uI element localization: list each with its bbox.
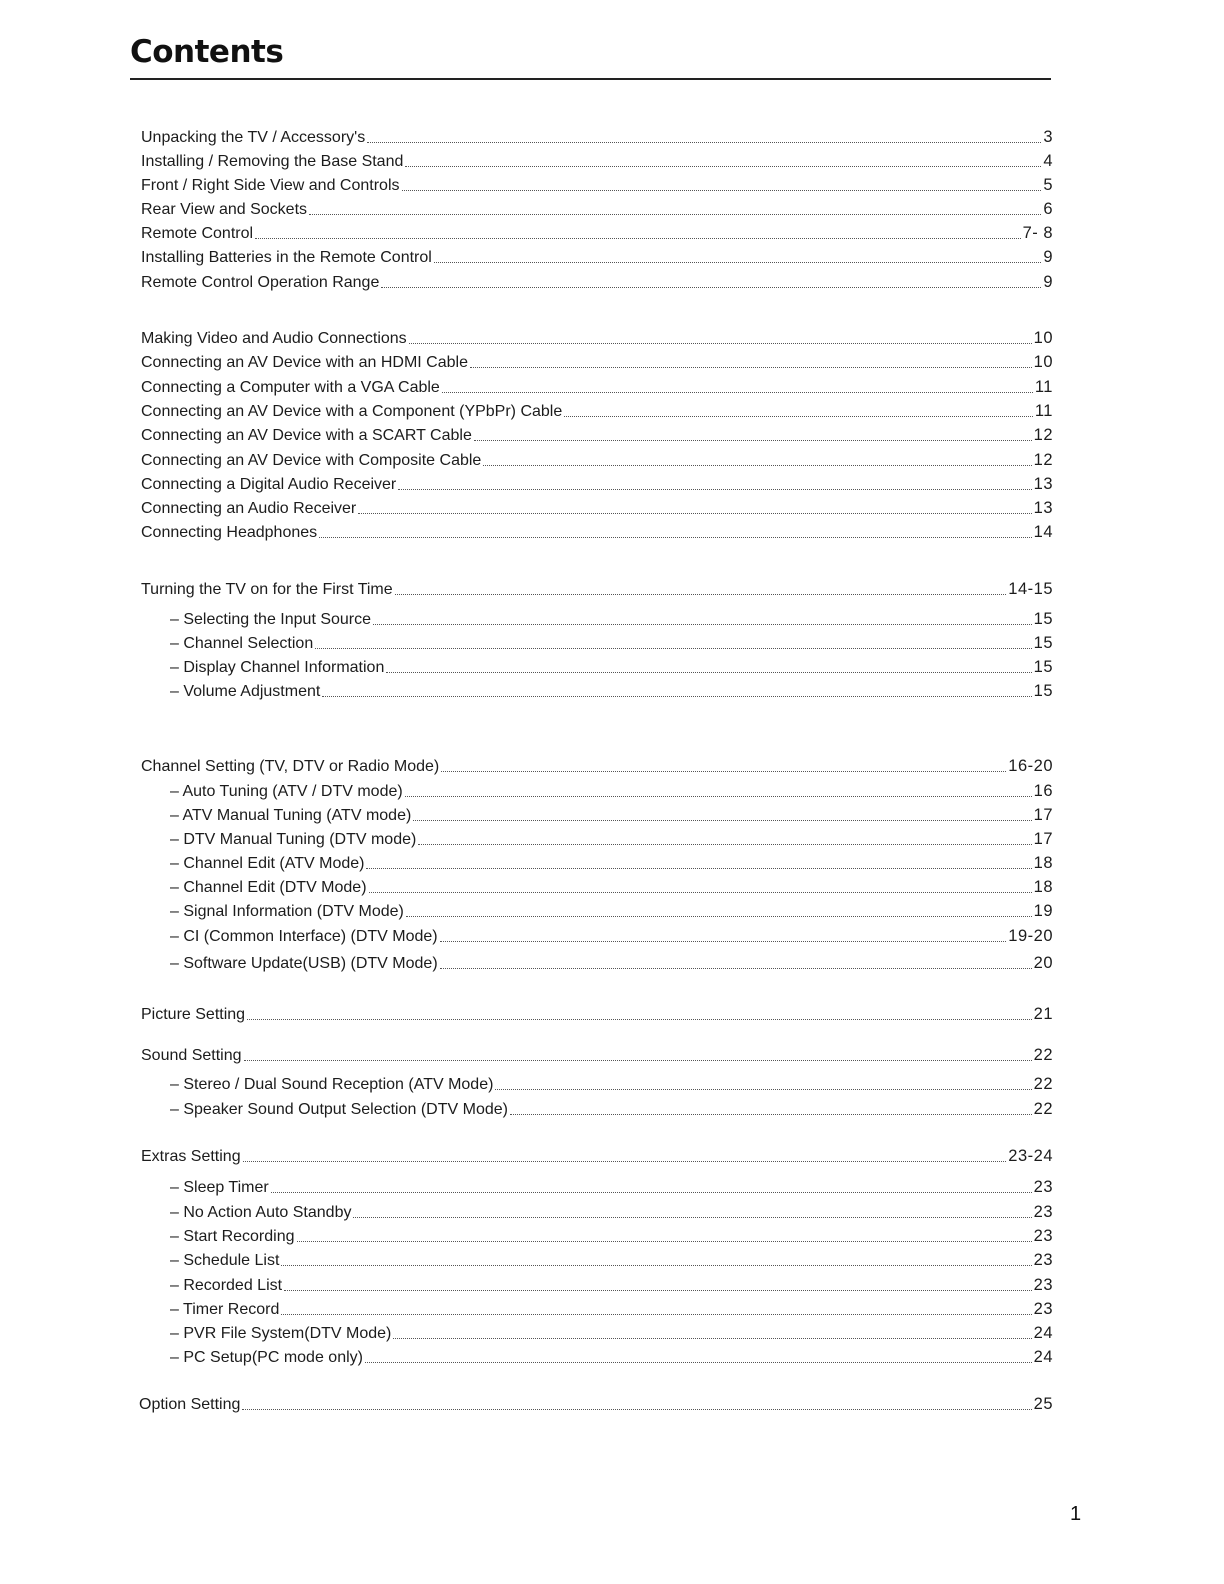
dot-leader	[395, 594, 1007, 595]
toc-entry-label: – Selecting the Input Source	[170, 611, 372, 628]
toc-entry-page: 22	[1033, 1046, 1053, 1064]
toc-entry-page: 23	[1033, 1251, 1053, 1269]
toc-entry-label: – Stereo / Dual Sound Reception (ATV Mode)	[170, 1076, 494, 1093]
toc-entry-label: – Signal Information (DTV Mode)	[170, 903, 404, 920]
toc-entry-page: 23	[1033, 1300, 1053, 1318]
toc-entry-label: Extras Setting	[141, 1148, 241, 1165]
toc-entry-label: Front / Right Side View and Controls	[141, 177, 400, 194]
toc-entry-label: – Speaker Sound Output Selection (DTV Mode)	[170, 1101, 508, 1118]
dot-leader	[365, 1362, 1032, 1363]
toc-entry-label: – PVR File System(DTV Mode)	[170, 1325, 392, 1342]
toc-entry-page: 16-20	[1008, 757, 1053, 775]
dot-leader	[418, 844, 1031, 845]
toc-entry-page: 18	[1033, 878, 1053, 896]
toc-entry-label: Picture Setting	[141, 1006, 246, 1023]
toc-entry-page: 23	[1033, 1203, 1053, 1221]
dot-leader	[353, 1217, 1031, 1218]
toc-entry-page: 18	[1033, 854, 1053, 872]
toc-entry-label: Connecting a Computer with a VGA Cable	[141, 379, 440, 396]
toc-entry-label: – Recorded List	[170, 1277, 283, 1294]
dot-leader	[322, 696, 1031, 697]
toc-entry-label: Connecting an Audio Receiver	[141, 500, 357, 517]
toc-entry-page: 11	[1034, 402, 1053, 420]
toc-entry[interactable]	[170, 1298, 1053, 1320]
toc-entry[interactable]	[170, 1274, 1053, 1296]
toc-entry[interactable]	[170, 925, 1053, 947]
toc-entry-page: 19	[1033, 902, 1053, 920]
toc-entry-label: Connecting an AV Device with a Component (YPbPr) Cable	[141, 403, 563, 420]
toc-entry[interactable]	[170, 632, 1053, 654]
toc-entry[interactable]	[170, 1098, 1053, 1120]
toc-entry[interactable]	[170, 952, 1053, 974]
toc-entry-page: 17	[1033, 830, 1053, 848]
dot-leader	[373, 624, 1032, 625]
toc-entry[interactable]	[141, 497, 1053, 519]
toc-entry[interactable]	[141, 473, 1053, 495]
toc-entry-label: Turning the TV on for the First Time	[141, 581, 393, 598]
toc-entry-page: 9	[1043, 248, 1053, 266]
toc-entry-page: 15	[1033, 634, 1053, 652]
dot-leader	[483, 465, 1031, 466]
dot-leader	[406, 916, 1032, 917]
toc-entry[interactable]	[170, 656, 1053, 678]
toc-entry-label: – DTV Manual Tuning (DTV mode)	[170, 831, 417, 848]
toc-entry-page: 6	[1043, 200, 1053, 218]
toc-entry[interactable]	[170, 1176, 1053, 1198]
toc-entry-page: 15	[1033, 682, 1053, 700]
dot-leader	[255, 238, 1021, 239]
toc-entry-page: 19-20	[1008, 927, 1053, 945]
page-title: Contents	[130, 34, 284, 70]
dot-leader	[386, 672, 1031, 673]
toc-entry-page: 5	[1043, 176, 1053, 194]
toc-entry-label: – Schedule List	[170, 1252, 280, 1269]
dot-leader	[381, 287, 1041, 288]
toc-entry-label: Rear View and Sockets	[141, 201, 308, 218]
toc-entry-page: 23	[1033, 1227, 1053, 1245]
toc-entry[interactable]	[141, 126, 1053, 148]
dot-leader	[434, 262, 1042, 263]
toc-entry[interactable]	[141, 327, 1053, 349]
toc-entry-label: – Start Recording	[170, 1228, 295, 1245]
dot-leader	[474, 440, 1032, 441]
dot-leader	[495, 1089, 1031, 1090]
dot-leader	[442, 392, 1033, 393]
toc-entry-label: – PC Setup(PC mode only)	[170, 1349, 363, 1366]
toc-entry-page: 23-24	[1008, 1147, 1053, 1165]
toc-entry[interactable]	[141, 174, 1053, 196]
toc-entry-page: 23	[1033, 1178, 1053, 1196]
toc-entry-page: 10	[1033, 353, 1053, 371]
toc-entry-page: 22	[1033, 1075, 1053, 1093]
dot-leader	[367, 142, 1041, 143]
dot-leader	[510, 1114, 1032, 1115]
toc-entry[interactable]	[141, 1145, 1053, 1167]
toc-entry-label: Connecting Headphones	[141, 524, 318, 541]
toc-entry-label: – Auto Tuning (ATV / DTV mode)	[170, 783, 403, 800]
toc-entry-page: 16	[1033, 782, 1053, 800]
toc-entry[interactable]	[141, 222, 1053, 244]
dot-leader	[470, 367, 1032, 368]
dot-leader	[369, 892, 1032, 893]
dot-leader	[281, 1265, 1031, 1266]
toc-entry-page: 10	[1033, 329, 1053, 347]
toc-entry-page: 4	[1043, 152, 1053, 170]
toc-entry-label: Remote Control Operation Range	[141, 274, 380, 291]
toc-entry[interactable]	[170, 1346, 1053, 1368]
toc-entry[interactable]	[141, 1044, 1053, 1066]
toc-entry[interactable]	[170, 876, 1053, 898]
toc-entry[interactable]	[141, 521, 1053, 543]
toc-entry[interactable]	[141, 351, 1053, 373]
dot-leader	[440, 941, 1007, 942]
toc-entry-page: 24	[1033, 1348, 1053, 1366]
dot-leader	[244, 1060, 1032, 1061]
toc-entry-label: Channel Setting (TV, DTV or Radio Mode)	[141, 758, 440, 775]
toc-entry[interactable]	[139, 1393, 1053, 1415]
toc-entry[interactable]	[141, 246, 1053, 268]
toc-entry[interactable]	[141, 1003, 1053, 1025]
toc-entry[interactable]	[170, 828, 1053, 850]
toc-entry-label: – CI (Common Interface) (DTV Mode)	[170, 928, 438, 945]
dot-leader	[271, 1192, 1032, 1193]
dot-leader	[440, 968, 1032, 969]
toc-entry-page: 14	[1033, 523, 1053, 541]
toc-entry-label: Installing / Removing the Base Stand	[141, 153, 404, 170]
dot-leader	[413, 820, 1031, 821]
toc-entry[interactable]	[170, 1201, 1053, 1223]
toc-entry-page: 12	[1033, 451, 1053, 469]
toc-entry-label: Option Setting	[139, 1396, 241, 1413]
toc-entry-page: 15	[1033, 658, 1053, 676]
toc-entry[interactable]	[141, 449, 1053, 471]
dot-leader	[405, 166, 1041, 167]
dot-leader	[405, 796, 1032, 797]
dot-leader	[247, 1019, 1032, 1020]
toc-entry-page: 13	[1033, 499, 1053, 517]
toc-entry[interactable]	[141, 400, 1053, 422]
dot-leader	[564, 416, 1033, 417]
toc-entry-label: – Display Channel Information	[170, 659, 385, 676]
dot-leader	[243, 1161, 1007, 1162]
toc-entry[interactable]	[141, 198, 1053, 220]
toc-entry-page: 20	[1033, 954, 1053, 972]
dot-leader	[398, 489, 1031, 490]
toc-entry-label: – Volume Adjustment	[170, 683, 321, 700]
dot-leader	[358, 513, 1031, 514]
toc-entry-label: – Timer Record	[170, 1301, 280, 1318]
toc-entry-page: 14-15	[1008, 580, 1053, 598]
toc-entry-page: 7- 8	[1022, 224, 1053, 242]
toc-entry-label: Connecting an AV Device with a SCART Cable	[141, 427, 472, 444]
toc-entry[interactable]	[170, 780, 1053, 802]
toc-entry-label: Connecting an AV Device with Composite Cable	[141, 452, 482, 469]
toc-entry[interactable]	[170, 1073, 1053, 1095]
toc-entry[interactable]	[141, 755, 1053, 777]
toc-entry[interactable]	[170, 804, 1053, 826]
dot-leader	[281, 1314, 1031, 1315]
toc-entry-label: – Channel Edit (ATV Mode)	[170, 855, 365, 872]
toc-entry[interactable]	[141, 578, 1053, 600]
toc-entry[interactable]	[170, 852, 1053, 874]
toc-entry-page: 21	[1033, 1005, 1053, 1023]
toc-entry-label: Connecting a Digital Audio Receiver	[141, 476, 397, 493]
toc-entry[interactable]	[141, 271, 1053, 293]
toc-entry[interactable]	[141, 150, 1053, 172]
dot-leader	[319, 537, 1032, 538]
dot-leader	[242, 1409, 1031, 1410]
dot-leader	[441, 771, 1006, 772]
toc-entry-label: – Software Update(USB) (DTV Mode)	[170, 955, 438, 972]
toc-entry-page: 11	[1034, 378, 1053, 396]
toc-entry-label: Unpacking the TV / Accessory's	[141, 129, 366, 146]
dot-leader	[409, 343, 1032, 344]
toc-entry-page: 3	[1043, 128, 1053, 146]
toc-entry-page: 17	[1033, 806, 1053, 824]
toc-entry[interactable]	[141, 376, 1053, 398]
toc-entry-label: Installing Batteries in the Remote Control	[141, 249, 432, 266]
toc-entry-page: 23	[1033, 1276, 1053, 1294]
dot-leader	[309, 214, 1041, 215]
toc-entry-label: Making Video and Audio Connections	[141, 330, 407, 347]
dot-leader	[402, 190, 1042, 191]
toc-entry-label: – ATV Manual Tuning (ATV mode)	[170, 807, 412, 824]
toc-entry-label: Sound Setting	[141, 1047, 242, 1064]
toc-entry-page: 22	[1033, 1100, 1053, 1118]
dot-leader	[297, 1241, 1032, 1242]
toc-entry-label: – Channel Selection	[170, 635, 314, 652]
toc-entry-label: – No Action Auto Standby	[170, 1204, 352, 1221]
dot-leader	[284, 1290, 1032, 1291]
toc-entry-page: 12	[1033, 426, 1053, 444]
toc-entry[interactable]	[170, 1322, 1053, 1344]
toc-entry-label: – Channel Edit (DTV Mode)	[170, 879, 367, 896]
dot-leader	[393, 1338, 1031, 1339]
dot-leader	[315, 648, 1031, 649]
toc-entry[interactable]	[170, 680, 1053, 702]
toc-entry[interactable]	[170, 900, 1053, 922]
toc-entry-page: 13	[1033, 475, 1053, 493]
toc-entry-label: Connecting an AV Device with an HDMI Cable	[141, 354, 468, 371]
toc-entry-label: – Sleep Timer	[170, 1179, 269, 1196]
toc-entry[interactable]	[170, 1249, 1053, 1271]
page-number: 1	[1070, 1503, 1082, 1525]
toc-entry-page: 24	[1033, 1324, 1053, 1342]
toc-entry-page: 25	[1033, 1395, 1053, 1413]
toc-entry[interactable]	[141, 424, 1053, 446]
toc-entry-page: 15	[1033, 610, 1053, 628]
toc-entry[interactable]	[170, 1225, 1053, 1247]
toc-entry[interactable]	[170, 608, 1053, 630]
toc-entry-page: 9	[1043, 273, 1053, 291]
toc-entry-label: Remote Control	[141, 225, 254, 242]
dot-leader	[366, 868, 1031, 869]
